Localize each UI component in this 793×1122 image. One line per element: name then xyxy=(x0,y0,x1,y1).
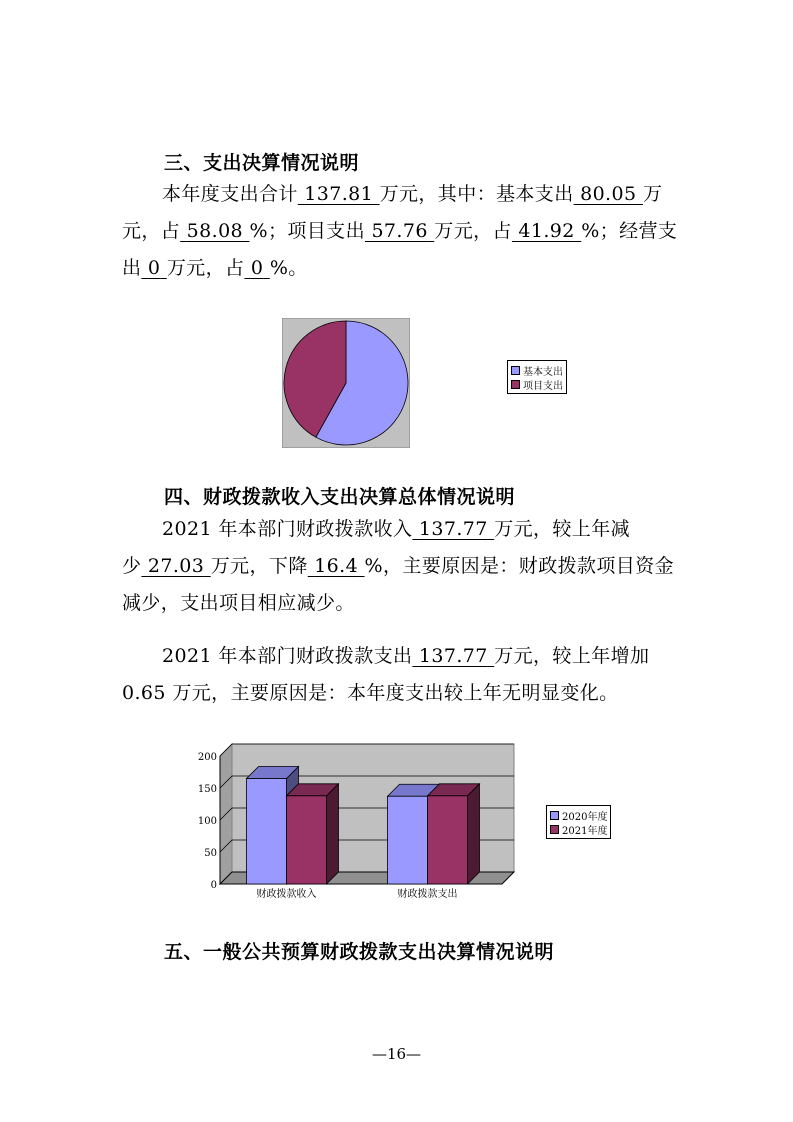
text: 经营支出 xyxy=(122,220,678,279)
legend-swatch xyxy=(550,811,559,820)
bar xyxy=(388,796,428,884)
bar-chart xyxy=(190,738,530,900)
bar-side xyxy=(327,784,339,884)
legend-label: 2021年度 xyxy=(562,825,608,837)
decrease-percent: 16.4 xyxy=(314,555,359,577)
x-tick-label: 财政拨款收入 xyxy=(256,889,317,900)
section3-paragraph xyxy=(122,176,682,287)
text: %，主要原因是：财政拨款项目资金减少，支出项目相应减少。 xyxy=(122,555,675,614)
y-tick-label: 150 xyxy=(197,784,217,795)
y-tick-label: 200 xyxy=(197,752,217,763)
expense-value: 137.77 xyxy=(418,645,488,667)
bar xyxy=(428,796,468,884)
section4-paragraph-2 xyxy=(122,638,682,712)
section4-paragraph-1 xyxy=(122,511,682,622)
bar xyxy=(247,779,287,884)
text: 2021 年本部门财政拨款收入 xyxy=(162,518,413,540)
page-number: —16— xyxy=(371,1045,422,1063)
pie-legend xyxy=(507,360,567,394)
pie-chart xyxy=(282,318,410,448)
legend-item xyxy=(511,363,563,377)
project-expense: 57.76 xyxy=(371,220,428,242)
bar-side xyxy=(468,784,480,884)
text: 本年度支出合计 xyxy=(162,183,298,205)
legend-item xyxy=(511,377,563,391)
legend-label: 项目支出 xyxy=(523,380,563,392)
legend-swatch xyxy=(550,825,559,834)
legend-label: 2020年度 xyxy=(562,811,608,823)
text: %； xyxy=(581,220,620,242)
decrease-value: 27.03 xyxy=(147,555,205,577)
text: 万元，占 xyxy=(434,220,512,242)
operating-percent: 0 xyxy=(250,257,264,279)
text: 万元，下降 xyxy=(210,555,308,577)
total-expense: 137.81 xyxy=(304,183,374,205)
text: %；项目支出 xyxy=(249,220,365,242)
legend-item xyxy=(550,822,607,836)
section5-heading: 五、一般公共预算财政拨款支出决算情况说明 xyxy=(164,941,555,963)
project-percent: 41.92 xyxy=(518,220,575,242)
text: 万元，占 xyxy=(122,183,663,242)
bar-legend xyxy=(546,805,611,839)
legend-swatch xyxy=(511,380,520,389)
operating-expense: 0 xyxy=(147,257,161,279)
text: 万元，占 xyxy=(166,257,245,279)
text: %。 xyxy=(269,257,308,279)
basic-expense: 80.05 xyxy=(580,183,637,205)
text: 万元，其中：基本支出 xyxy=(379,183,574,205)
legend-item xyxy=(550,808,607,822)
x-tick-label: 财政拨款支出 xyxy=(397,889,458,900)
section3-heading: 三、支出决算情况说明 xyxy=(164,152,360,174)
y-tick-label: 50 xyxy=(204,848,217,859)
legend-label: 基本支出 xyxy=(523,366,563,378)
bar xyxy=(287,796,327,884)
income-value: 137.77 xyxy=(418,518,488,540)
text: 万元，较上年增加 0.65 万元，主要原因是：本年度支出较上年无明显变化。 xyxy=(122,645,650,704)
text: 万元，较上年减少 xyxy=(122,518,631,577)
y-tick-label: 100 xyxy=(197,816,217,827)
y-tick-label: 0 xyxy=(210,880,217,891)
section4-heading: 四、财政拨款收入支出决算总体情况说明 xyxy=(164,486,516,508)
legend-swatch xyxy=(511,366,520,375)
basic-percent: 58.08 xyxy=(186,220,244,242)
text: 2021 年本部门财政拨款支出 xyxy=(162,645,413,667)
